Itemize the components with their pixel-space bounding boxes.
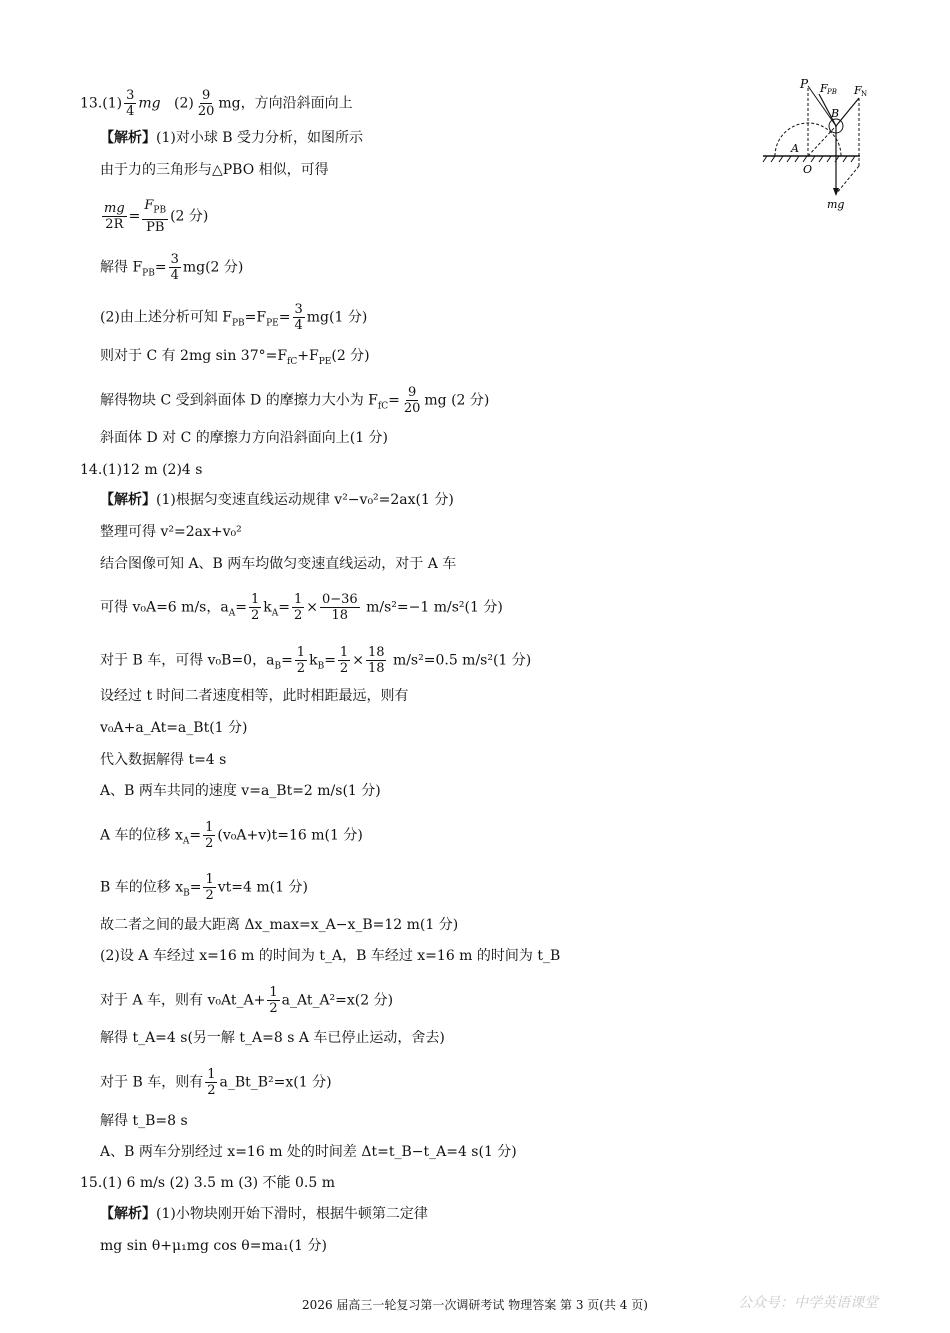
q14-line18: A、B 两车分别经过 x=16 m 处的时间差 Δt=t_B−t_A=4 s(1 分) xyxy=(100,1144,517,1160)
q14-line11: B 车的位移 $x_B=$ $\frac{1}{2}$ vt=4 m(1 分) xyxy=(100,872,308,903)
q14-line8: 代入数据解得 t=4 s xyxy=(100,752,227,768)
q15-answer: 15.(1) 6 m/s (2) 3.5 m (3) 不能 0.5 m xyxy=(80,1175,335,1191)
q15-line2: mg sin θ+μ₁mg cos θ=ma₁(1 分) xyxy=(100,1238,327,1254)
q13-line2: 由于力的三角形与△PBO 相似，可得 xyxy=(100,162,329,178)
watermark: 公众号：中学英语课堂 xyxy=(738,1295,878,1311)
svg-text:F: F xyxy=(854,84,862,97)
q13-line3: $\frac{mg}{2R}$ = $\frac{F_{PB}}{PB}$ (2 分) xyxy=(104,198,209,235)
q14-line4: 可得 v₀A=6 m/s，$a_A=$ $\frac{1}{2}$ $k_A=$ $\frac{1}{2}$ × $\frac{0-36}{18}$ m/s²=−1 m/s²(1 分) xyxy=(100,592,503,623)
svg-text:F: F xyxy=(820,82,828,95)
svg-text:mg: mg xyxy=(827,198,845,211)
q14-line9: A、B 两车共同的速度 v=a_Bt=2 m/s(1 分) xyxy=(100,783,381,799)
q15-line1: 【解析】(1)小物块刚开始下滑时，根据牛顿第二定律 xyxy=(100,1206,428,1222)
q13-line1: 【解析】(1)对小球 B 受力分析，如图所示 xyxy=(100,130,364,146)
q14-line3: 结合图像可知 A、B 两车均做匀变速直线运动，对于 A 车 xyxy=(100,556,457,572)
svg-text:O: O xyxy=(803,163,813,176)
q14-line14: 对于 A 车，则有 v₀At_A+ $\frac{1}{2}$ a_At_A²=x(2 分) xyxy=(100,985,394,1016)
q14-line15: 解得 t_A=4 s(另一解 t_A=8 s A 车已停止运动，舍去) xyxy=(100,1030,445,1046)
q14-line17: 解得 t_B=8 s xyxy=(100,1113,188,1129)
q13-line4: 解得 $F_{PB}=$ $\frac{3}{4}$ mg(2 分) xyxy=(100,252,244,283)
q14-line2: 整理可得 v²=2ax+v₀² xyxy=(100,524,242,540)
q14-line12: 故二者之间的最大距离 Δx_max=x_A−x_B=12 m(1 分) xyxy=(100,917,459,933)
q14-line7: v₀A+a_At=a_Bt(1 分) xyxy=(100,720,248,736)
q14-line16: 对于 B 车，则有 $\frac{1}{2}$ a_Bt_B²=x(1 分) xyxy=(100,1067,332,1098)
q13-answer: 13.(1) $\frac{3}{4}$ mg (2) $\frac{9}{20}$ mg，方向沿斜面向上 xyxy=(80,88,353,119)
q13-line5: (2)由上述分析可知 $F_{PB}=F_{PE}=$ $\frac{3}{4}$ mg(1 分) xyxy=(100,302,368,333)
svg-text:P: P xyxy=(800,77,809,91)
q14-line5: 对于 B 车，可得 v₀B=0，$a_B=$ $\frac{1}{2}$ $k_B=$ $\frac{1}{2}$ × $\frac{18}{18}$ m/s²=0.5 m/s²(1 分) xyxy=(100,645,532,676)
svg-text:N: N xyxy=(861,90,868,98)
q13-line7: 解得物块 C 受到斜面体 D 的摩擦力大小为 $F_{fC}=$ $\frac{9}{20}$ mg (2 分) xyxy=(100,385,490,416)
force-diagram xyxy=(755,72,885,212)
q14-line13: (2)设 A 车经过 x=16 m 的时间为 t_A，B 车经过 x=16 m 的时间为 t_B xyxy=(100,948,561,964)
q14-line6: 设经过 t 时间二者速度相等，此时相距最远，则有 xyxy=(100,688,409,704)
q14-line1: 【解析】(1)根据匀变速直线运动规律 v²−v₀²=2ax(1 分) xyxy=(100,492,454,508)
q14-line10: A 车的位移 $x_A=$ $\frac{1}{2}$ (v₀A+v)t=16 m(1 分) xyxy=(100,820,363,851)
q13-line8: 斜面体 D 对 C 的摩擦力方向沿斜面向上(1 分) xyxy=(100,430,389,446)
svg-text:A: A xyxy=(791,142,799,155)
page-footer: 2026 届高三一轮复习第一次调研考试 物理答案 第 3 页(共 4 页) xyxy=(302,1298,648,1312)
q13-line6: 则对于 C 有 2mg $\sin 37^\circ=F_{fC}+F_{PE}(2$ 分) xyxy=(100,348,370,367)
q14-answer: 14.(1)12 m (2)4 s xyxy=(80,462,203,478)
svg-text:PB: PB xyxy=(827,88,837,96)
svg-text:B: B xyxy=(831,107,840,120)
